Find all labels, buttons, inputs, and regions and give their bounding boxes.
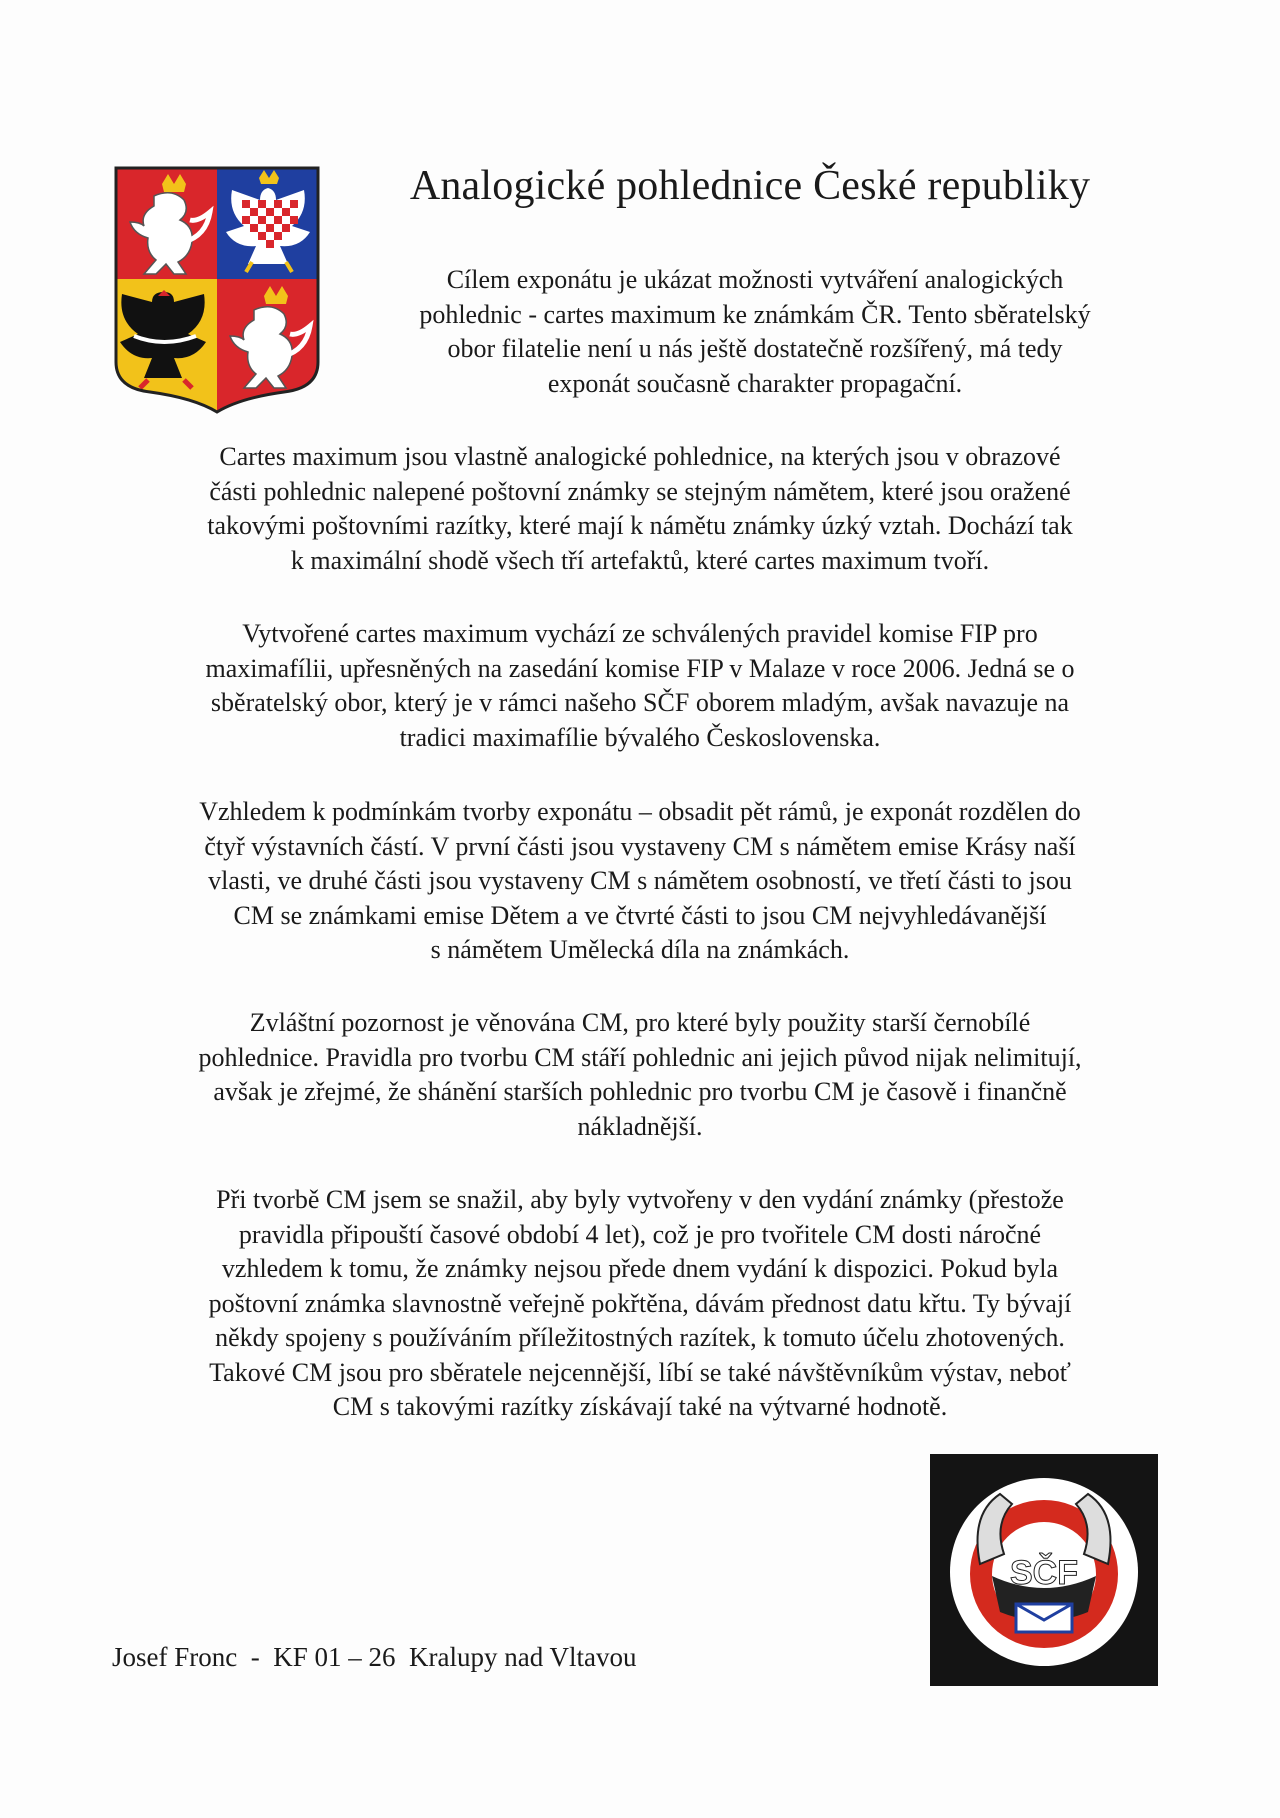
text-line: Při tvorbě CM jsem se snažil, aby byly vytvořeny v den vydání známky (přestože xyxy=(216,1185,1064,1214)
logo-text: SČF xyxy=(1010,1554,1078,1592)
text-line: takovými poštovními razítky, které mají k námětu známky úzký vztah. Dochází tak xyxy=(207,511,1073,540)
text-line: nákladnější. xyxy=(577,1111,703,1141)
scf-logo xyxy=(930,1454,1158,1686)
text-line: Cartes maximum jsou vlastně analogické pohlednice, na kterých jsou v obrazové xyxy=(219,442,1061,471)
text-line: Cílem exponátu je ukázat možnosti vytváření analogických xyxy=(446,265,1064,294)
text-line: vzhledem k tomu, že známky nejsou přede dnem vydání k dispozici. Pokud byla xyxy=(221,1254,1059,1283)
text-line: vlasti, ve druhé části jsou vystaveny CM s námětem osobností, ve třetí části to jsou xyxy=(208,866,1072,895)
text-line: CM se známkami emise Dětem a ve čtvrté části to jsou CM nejvyhledávanější xyxy=(233,900,1047,930)
body-paragraph xyxy=(100,1183,1180,1425)
page-title: Analogické pohlednice České republiky xyxy=(409,163,1091,209)
text-line: části pohlednic nalepené poštovní známky se stejným námětem, které jsou oražené xyxy=(209,476,1071,506)
text-line: avšak je zřejmé, že shánění starších pohlednic pro tvorbu CM je časově i finančně xyxy=(213,1077,1067,1106)
text-line: s námětem Umělecká díla na známkách. xyxy=(430,935,850,964)
text-line: CM s takovými razítky získávají také na výtvarné hodnotě. xyxy=(332,1392,948,1421)
text-line: pohlednice. Pravidla pro tvorbu CM stáří pohlednic ani jejich původ nijak nelimitují, xyxy=(198,1042,1082,1072)
text-line: maximafílii, upřesněných na zasedání komise FIP v Malaze v roce 2006. Jedná se o xyxy=(205,653,1075,683)
text-line: Vytvořené cartes maximum vychází ze schválených pravidel komise FIP pro xyxy=(242,619,1038,648)
intro-paragraph xyxy=(340,263,1170,401)
text-line: někdy spojeny s používáním příležitostných razítek, k tomuto účelu zhotovených. xyxy=(215,1323,1065,1352)
text-line: k maximální shodě všech tří artefaktů, které cartes maximum tvoří. xyxy=(290,545,990,575)
text-line: poštovní známka slavnostně veřejně pokřtěna, dávám přednost datu křtu. Ty bývají xyxy=(208,1288,1072,1318)
author-footer: Josef Fronc - KF 01 – 26 Kralupy nad Vltavou xyxy=(112,1642,637,1672)
body-paragraph xyxy=(100,795,1180,968)
text-line: pravidla připouští časové období 4 let), což je pro tvořitele CM dosti náročné xyxy=(238,1219,1042,1249)
text-line: Takové CM jsou pro sběratele nejcennější, líbí se také návštěvníkům výstav, neboť xyxy=(209,1357,1071,1387)
body-paragraph xyxy=(100,440,1180,578)
text-line: exponát současně charakter propagační. xyxy=(547,368,963,398)
text-line: tradici maximafílie bývalého Československa. xyxy=(399,722,881,752)
text-line: obor filatelie není u nás ještě dostatečně rozšířený, má tedy xyxy=(447,334,1063,363)
text-line: sběratelský obor, který je v rámci našeho SČF oborem mladým, avšak navazuje na xyxy=(210,688,1070,717)
text-line: pohlednic - cartes maximum ke známkám ČR. Tento sběratelský xyxy=(419,299,1091,329)
body-paragraph xyxy=(100,1006,1180,1144)
text-line: Zvláštní pozornost je věnována CM, pro které byly použity starší černobílé xyxy=(249,1008,1031,1037)
text-line: čtyř výstavních částí. V první části jsou vystaveny CM s námětem emise Krásy naší xyxy=(204,831,1076,861)
coat-of-arms-emblem xyxy=(114,166,320,414)
body-paragraph xyxy=(100,617,1180,755)
text-line: Vzhledem k podmínkám tvorby exponátu – obsadit pět rámů, je exponát rozdělen do xyxy=(199,797,1081,826)
